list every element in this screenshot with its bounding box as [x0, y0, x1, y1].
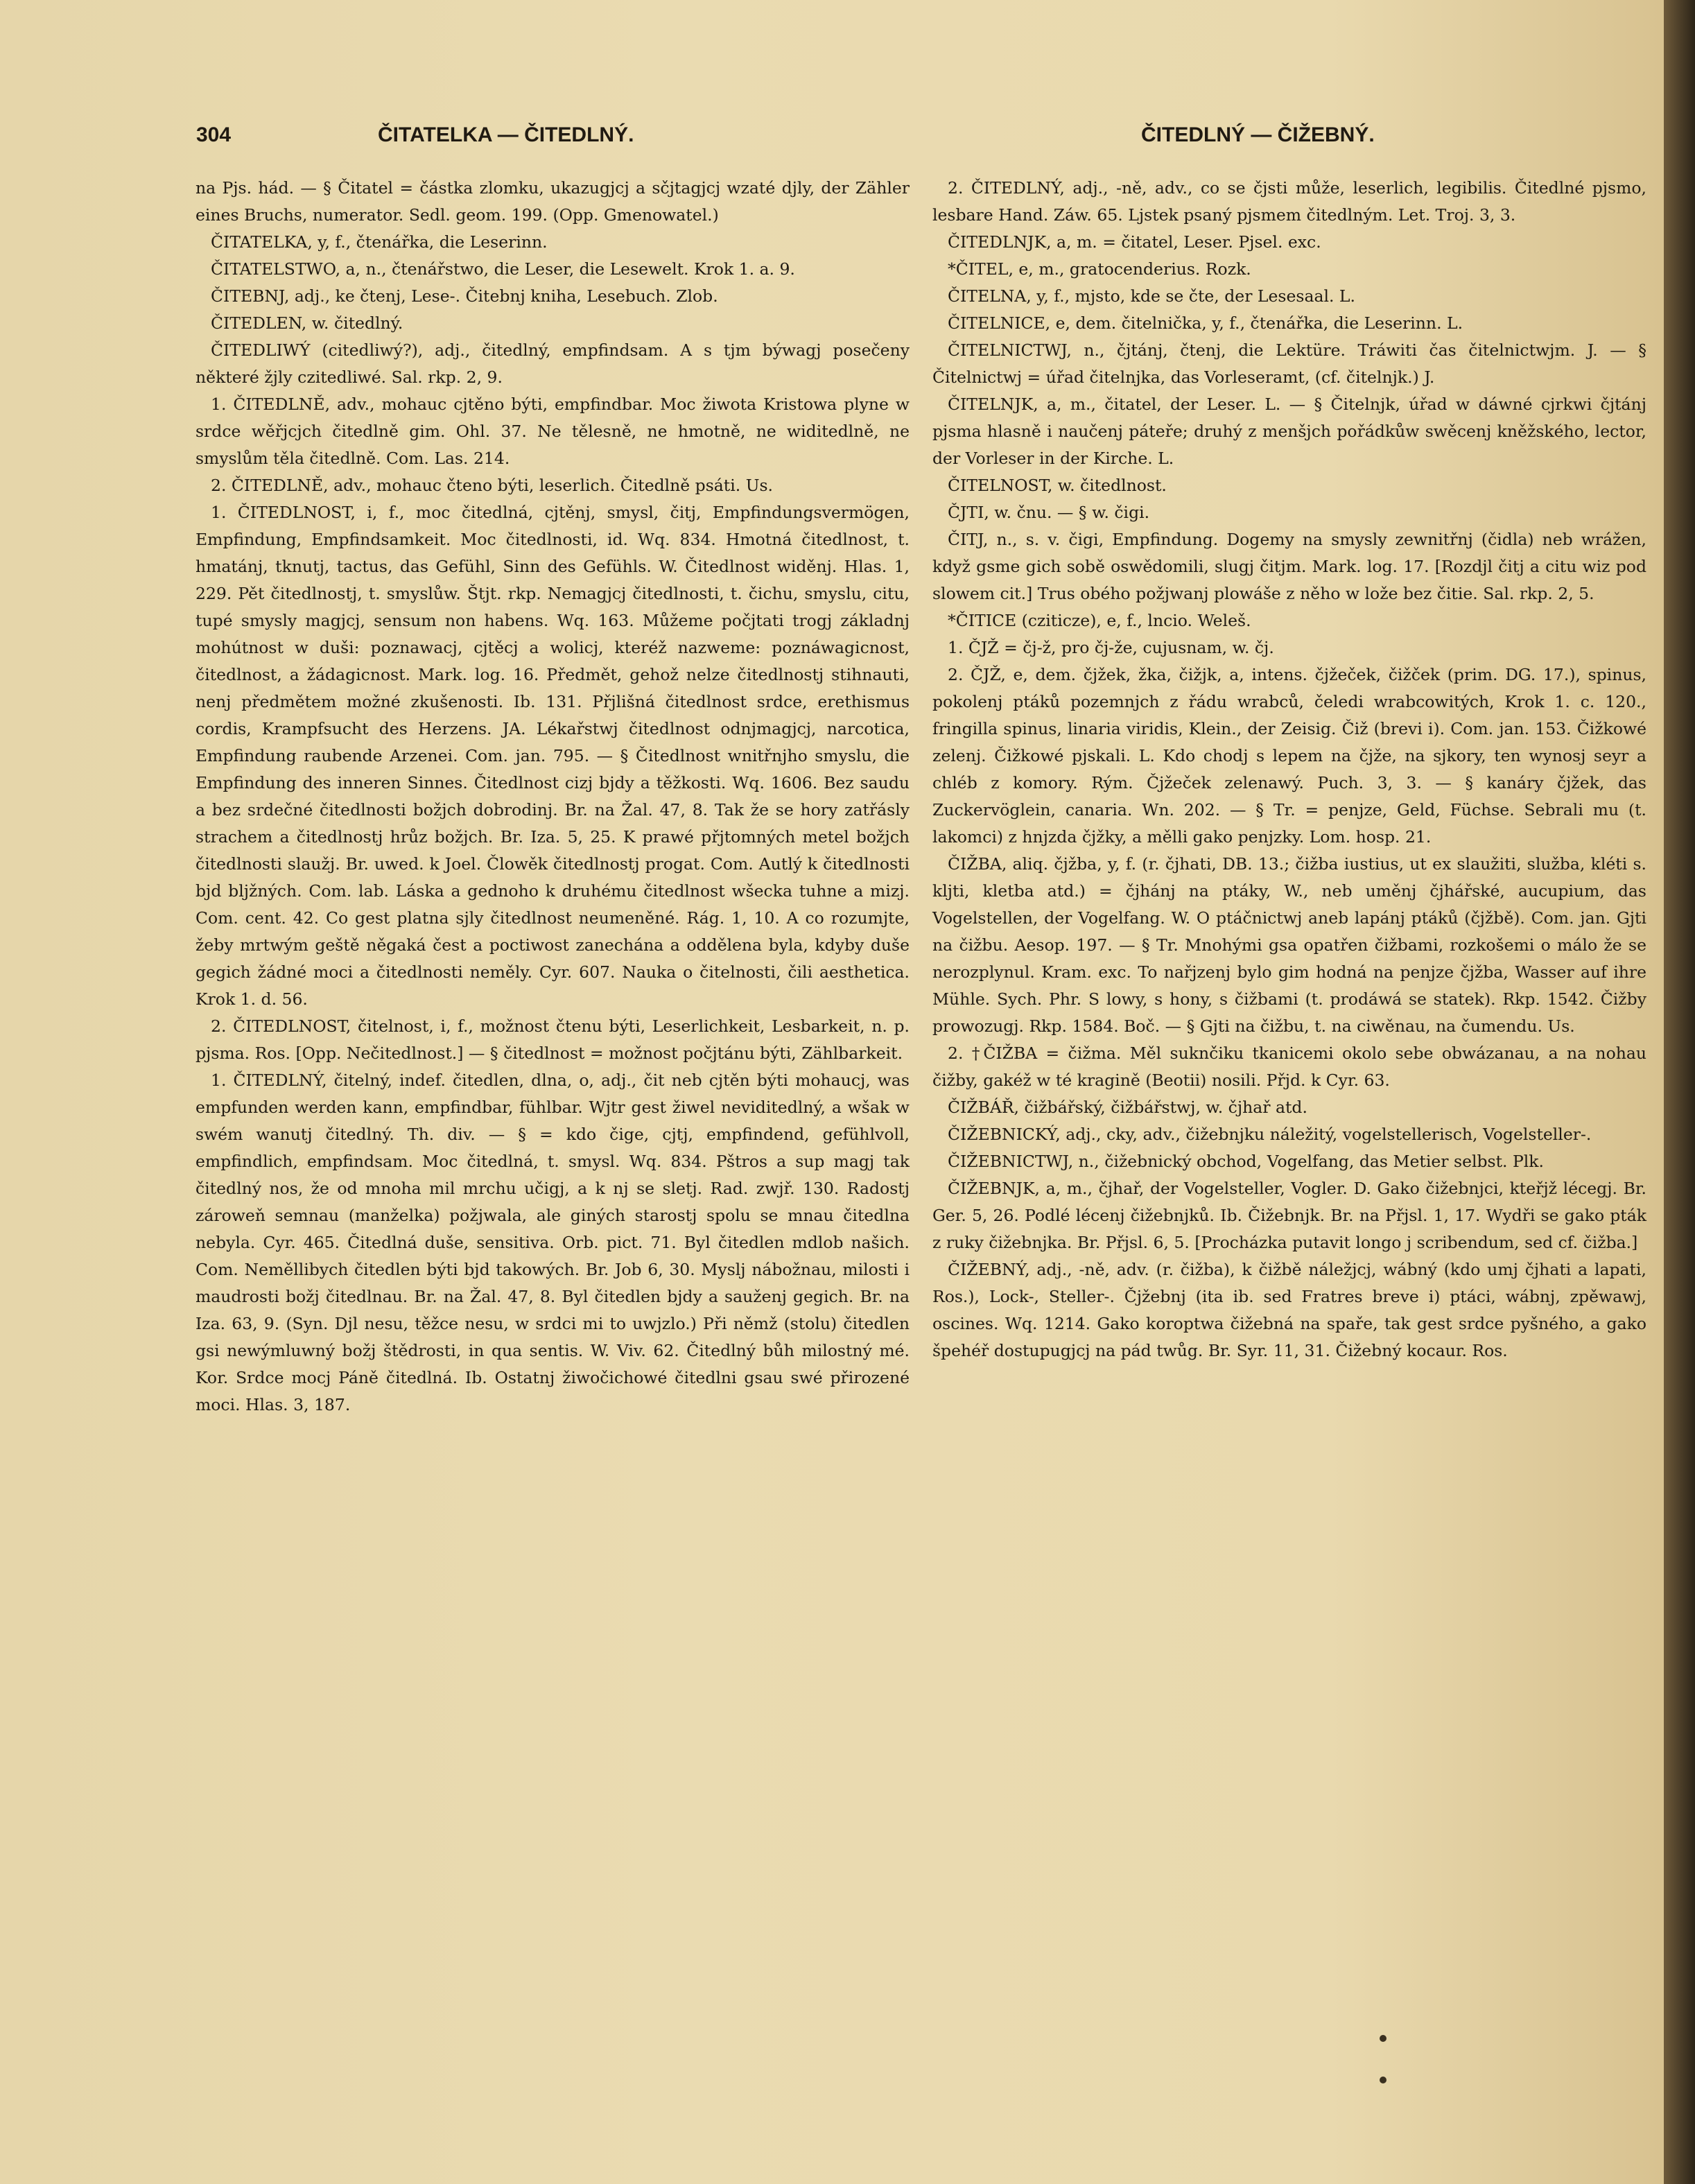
entry: ČITEBNJ, adj., ke čtenj, Lese-. Čitebnj kniha, Lesebuch. Zlob. [211, 286, 718, 306]
entry: *ČITICE (cziticze), e, f., lncio. Weleš. [948, 611, 1251, 630]
ink-dot [1380, 2035, 1387, 2042]
entry: ČITELNJK, a, m., čitatel, der Leser. L. — § Čitelnjk, úřad w dáwné cjrkwi čjtánj pjsma hlasně i naučenj páteře; druhý z menšjch pořádkůw swěcenj kněžského, lector, der Vorleser in der Kirche. L. [932, 395, 1646, 468]
page-number: 304 [196, 123, 232, 146]
entry: ČIŽBA, aliq. čjžba, y, f. (r. čjhati, DB. 13.; čižba iustius, ut ex slaužiti, služba, kléti s. kljti, kletba atd.) = čjhánj na ptáky, W., neb uměnj čjhářské, aucupium, das Vogelstellen, der Vogelfang. W. O ptáčnictwj aneb lapánj ptáků (čjžbě). Com. jan. Gjti na čižbu. Aesop. 197. — § Tr. Mnohými gsa opatřen čižbami, rozkošemi o málo že se nerozplynul. Kram. exc. To nařjzenj bylo gim hodná na penjze čjžba, Wasser auf ihre Mühle. Sych. Phr. S lowy, s hony, s čižbami (t. prodáwá se statek). Rkp. 1542. Čižby prowozugj. Rkp. 1584. Boč. — § Gjti na čižbu, t. na ciwěnau, na čumendu. Us. [932, 854, 1646, 1036]
margin-dots [1380, 2035, 1388, 2118]
left-column [195, 175, 910, 1419]
entry: ČITELNA, y, f., mjsto, kde se čte, der Lesesaal. L. [948, 286, 1355, 306]
entry: ČITEDLEN, w. čitedlný. [211, 313, 403, 333]
entry: 1. ČITEDLNÝ, čitelný, indef. čitedlen, dlna, o, adj., čit neb cjtěn býti mohaucj, was empfunden werden kann, empfindbar, fühlbar. Wjtr gest žiwel neviditedlný, a wšak w swém wanutj čitedlný. Th. div. — § = kdo čige, cjtj, empfindend, gefühlvoll, empfindlich, empfindsam. Moc čitedlná, t. smysl. Wq. 834. Pštros a sup magj tak čitedlný nos, že od mnoha mil mrchu učigj, a k nj se sletj. Rad. zwjř. 130. Radostj zároweň semnau (manželka) požjwala, ale giných starostj spolu se mnau čitedlna nebyla. Cyr. 465. Čitedlná duše, sensitiva. Orb. pict. 71. Byl čitedlen mdlob našich. Com. Neměllibych čitedlen býti bjd takowých. Br. Job 6, 30. Myslj nábožnau, milosti i maudrosti božj čitedlnau. Br. na Žal. 47, 8. Byl čitedlen bjdy a sauženj gegich. Br. na Iza. 63, 9. (Syn. Djl nesu, těžce nesu, w srdci mi to uwjzlo.) Při němž (stolu) čitedlen gsi newýmluwný božj štědrosti, in qua sentis. W. Viv. 62. Čitedlný bůh milostný mé. Kor. Srdce mocj Páně čitedlná. Ib. Ostatnj žiwočichowé čitedlni gsau swé přirozené moci. Hlas. 3, 187. [195, 1071, 910, 1414]
ink-dot [1380, 2077, 1387, 2083]
entry: ČITATELSTWO, a, n., čtenářstwo, die Leser, die Lesewelt. Krok 1. a. 9. [211, 259, 795, 279]
entry: 1. ČJŽ = čj-ž, pro čj-že, cujusnam, w. čj. [948, 638, 1274, 657]
entry: ČITEDLNJK, a, m. = čitatel, Leser. Pjsel. exc. [948, 232, 1321, 252]
entry: ČITEDLIWÝ (citedliwý?), adj., čitedlný, empfindsam. A s tjm býwagj posečeny některé žjly czitedliwé. Sal. rkp. 2, 9. [195, 340, 910, 387]
entry: 2. ČJŽ, e, dem. čjžek, žka, čižjk, a, intens. čjžeček, čižček (prim. DG. 17.), spinus, pokolenj ptáků pozemnjch z řádu wrabců, čeledi wrabcowitých, Krok 1. c. 120., fringilla spinus, linaria viridis, Klein., der Zeisig. Čiž (brevi i). Com. jan. 153. Čižkowé zelenj. Čižkowé pjskali. L. Kdo chodj s lepem na čjže, na sjkory, ten wynosj seyr a chléb z komory. Rým. Čjžeček zelenawý. Puch. 3, 3. — § kanáry čjžek, das Zuckervöglein, canaria. Wn. 202. — § Tr. = penjze, Geld, Füchse. Sebrali mu (t. lakomci) z hnjzda čjžky, a mělli gako penjzky. Lom. hosp. 21. [932, 665, 1646, 847]
entry: 1. ČITEDLNĚ, adv., mohauc cjtěno býti, empfindbar. Moc žiwota Kristowa plyne w srdce wěřjcjch čitedlně gim. Ohl. 37. Ne tělesně, ne hmotně, ne widitedlně, ne smyslům těla čitedlně. Com. Las. 214. [195, 395, 910, 468]
entry: ČITELNICTWJ, n., čjtánj, čtenj, die Lektüre. Tráwiti čas čitelnictwjm. J. — § Čitelnictwj = úřad čitelnjka, das Vorleseramt, (cf. čitelnjk.) J. [932, 340, 1646, 387]
entry: 2. ČITEDLNÝ, adj., -ně, adv., co se čjsti může, leserlich, legibilis. Čitedlné pjsmo, lesbare Hand. Záw. 65. Ljstek psaný pjsmem čitedlným. Let. Troj. 3, 3. [932, 178, 1646, 225]
entry: ČITELNOST, w. čitedlnost. [948, 476, 1167, 495]
entry: 2. †ČIŽBA = čižma. Měl suknčiku tkanicemi okolo sebe obwázanau, a na nohau čižby, gakéž w té kragině (Beotii) nosili. Přjd. k Cyr. 63. [932, 1043, 1646, 1090]
binding-edge [1664, 0, 1695, 2184]
entry: na Pjs. hád. — § Čitatel = částka zlomku, ukazugjcj a sčjtagjcj wzaté djly, der Zähler eines Bruchs, numerator. Sedl. geom. 199. (Opp. Gmenowatel.) [195, 178, 910, 225]
right-column [932, 175, 1646, 1364]
entry: 2. ČITEDLNOST, čitelnost, i, f., možnost čtenu býti, Leserlichkeit, Lesbarkeit, n. p. pjsma. Ros. [Opp. Nečitedlnost.] — § čitedlnost = možnost počjtánu býti, Zählbarkeit. [195, 1016, 910, 1063]
entry: ČJTI, w. čnu. — § w. čigi. [948, 503, 1150, 522]
running-header [0, 123, 1664, 165]
entry: ČIŽEBNÝ, adj., -ně, adv. (r. čižba), k čižbě náležjcj, wábný (kdo umj čjhati a lapati, Ros.), Lock-, Steller-. Čjžebnj (ita ib. sed Fratres breve i) ptáci, wábnj, zpěwawj, oscines. Wq. 1214. Gako koroptwa čižebná na spaře, tak gest srdce pyšného, a gako špehéř dostupugjcj na pád twůg. Br. Syr. 11, 31. Čižebný kocaur. Ros. [932, 1260, 1646, 1360]
entry: ČITATELKA, y, f., čtenářka, die Leserinn. [211, 232, 548, 252]
entry: ČIŽBÁŘ, čižbářský, čižbářstwj, w. čjhař atd. [948, 1098, 1307, 1117]
entry: 1. ČITEDLNOST, i, f., moc čitedlná, cjtěnj, smysl, čitj, Empfindungsvermögen, Empfindung, Empfindsamkeit. Moc čitedlnosti, id. Wq. 834. Hmotná čitedlnost, t. hmatánj, tknutj, tactus, das Gefühl, Sinn des Gefühls. W. Čitedlnost widěnj. Hlas. 1, 229. Pět čitedlnostj, t. smyslůw. Štjt. rkp. Nemagjcj čitedlnosti, t. čichu, smyslu, citu, tupé smysly magjcj, sensum non habens. Wq. 163. Můžeme počjtati trogj základnj mohútnost w duši: poznawacj, cjtěcj a wolicj, kteréž nazweme: poznáwagicnost, čitedlnost, a žádagicnost. Mark. log. 16. Předmět, gehož nelze čitedlnostj stihnauti, nenj předmětem možné zkušenosti. Ib. 131. Přjlišná čitedlnost srdce, erethismus cordis, Krampfsucht des Herzens. JA. Lékařstwj čitedlnost odnjmagjcj, narcotica, Empfindung raubende Arzenei. Com. jan. 795. — § Čitedlnost wnitřnjho smyslu, die Empfindung des inneren Sinnes. Čitedlnost cizj bjdy a těžkosti. Wq. 1606. Bez saudu a bez srdečné čitedlnosti božjch dobrodinj. Br. na Žal. 47, 8. Tak že se hory zatřásly strachem a čitedlnostj hrůz božjch. Br. Iza. 5, 25. K prawé přjtomných metel božjch čitedlnosti slaužj. Br. uwed. k Joel. Člowěk čitedlnostj progat. Com. Autlý k čitedlnosti bjd bljžných. Com. lab. Láska a gednoho k druhému čitedlnost wšecka tuhne a mizj. Com. cent. 42. Co gest platna sjly čitedlnost neumeněné. Rág. 1, 10. A co rozumjte, žeby mrtwým geště něgaká čest a poctiwost zanechána a oddělena byla, kdyby duše gegich žádné moci a čitedlnosti neměly. Cyr. 607. Nauka o čitelnosti, čili aesthetica. Krok 1. d. 56. [195, 503, 910, 1009]
entry: ČIŽEBNICTWJ, n., čižebnický obchod, Vogelfang, das Metier selbst. Plk. [948, 1152, 1545, 1171]
entry: *ČITEL, e, m., gratocenderius. Rozk. [948, 259, 1251, 279]
entry: ČIŽEBNJK, a, m., čjhař, der Vogelsteller, Vogler. D. Gako čižebnjci, kteřjž lécegj. Br. Ger. 5, 26. Podlé lécenj čižebnjků. Ib. Čižebnjk. Br. na Přjsl. 1, 17. Wydři se gako pták z ruky čižebnjka. Br. Přjsl. 6, 5. [Procházka putavit longo j scribendum, sed cf. čižba.] [932, 1179, 1646, 1252]
left-column-heading: ČITATELKA — ČITEDLNÝ. [378, 123, 634, 146]
right-column-heading: ČITEDLNÝ — ČIŽEBNÝ. [1141, 123, 1375, 146]
entry: ČITELNICE, e, dem. čitelnička, y, f., čtenářka, die Leserinn. L. [948, 313, 1463, 333]
entry: 2. ČITEDLNĚ, adv., mohauc čteno býti, leserlich. Čitedlně psáti. Us. [211, 476, 774, 495]
entry: ČIŽEBNICKÝ, adj., cky, adv., čižebnjku náležitý, vogelstellerisch, Vogelsteller-. [948, 1125, 1592, 1144]
entry: ČITJ, n., s. v. čigi, Empfindung. Dogemy na smysly zewnitřnj (čidla) neb wrážen, když gsme gich sobě oswědomili, slugj čitjm. Mark. log. 17. [Rozdjl čitj a citu wiz pod slowem cit.] Trus obého požjwanj plowáše z něho w lože bez čitie. Sal. rkp. 2, 5. [932, 530, 1646, 603]
